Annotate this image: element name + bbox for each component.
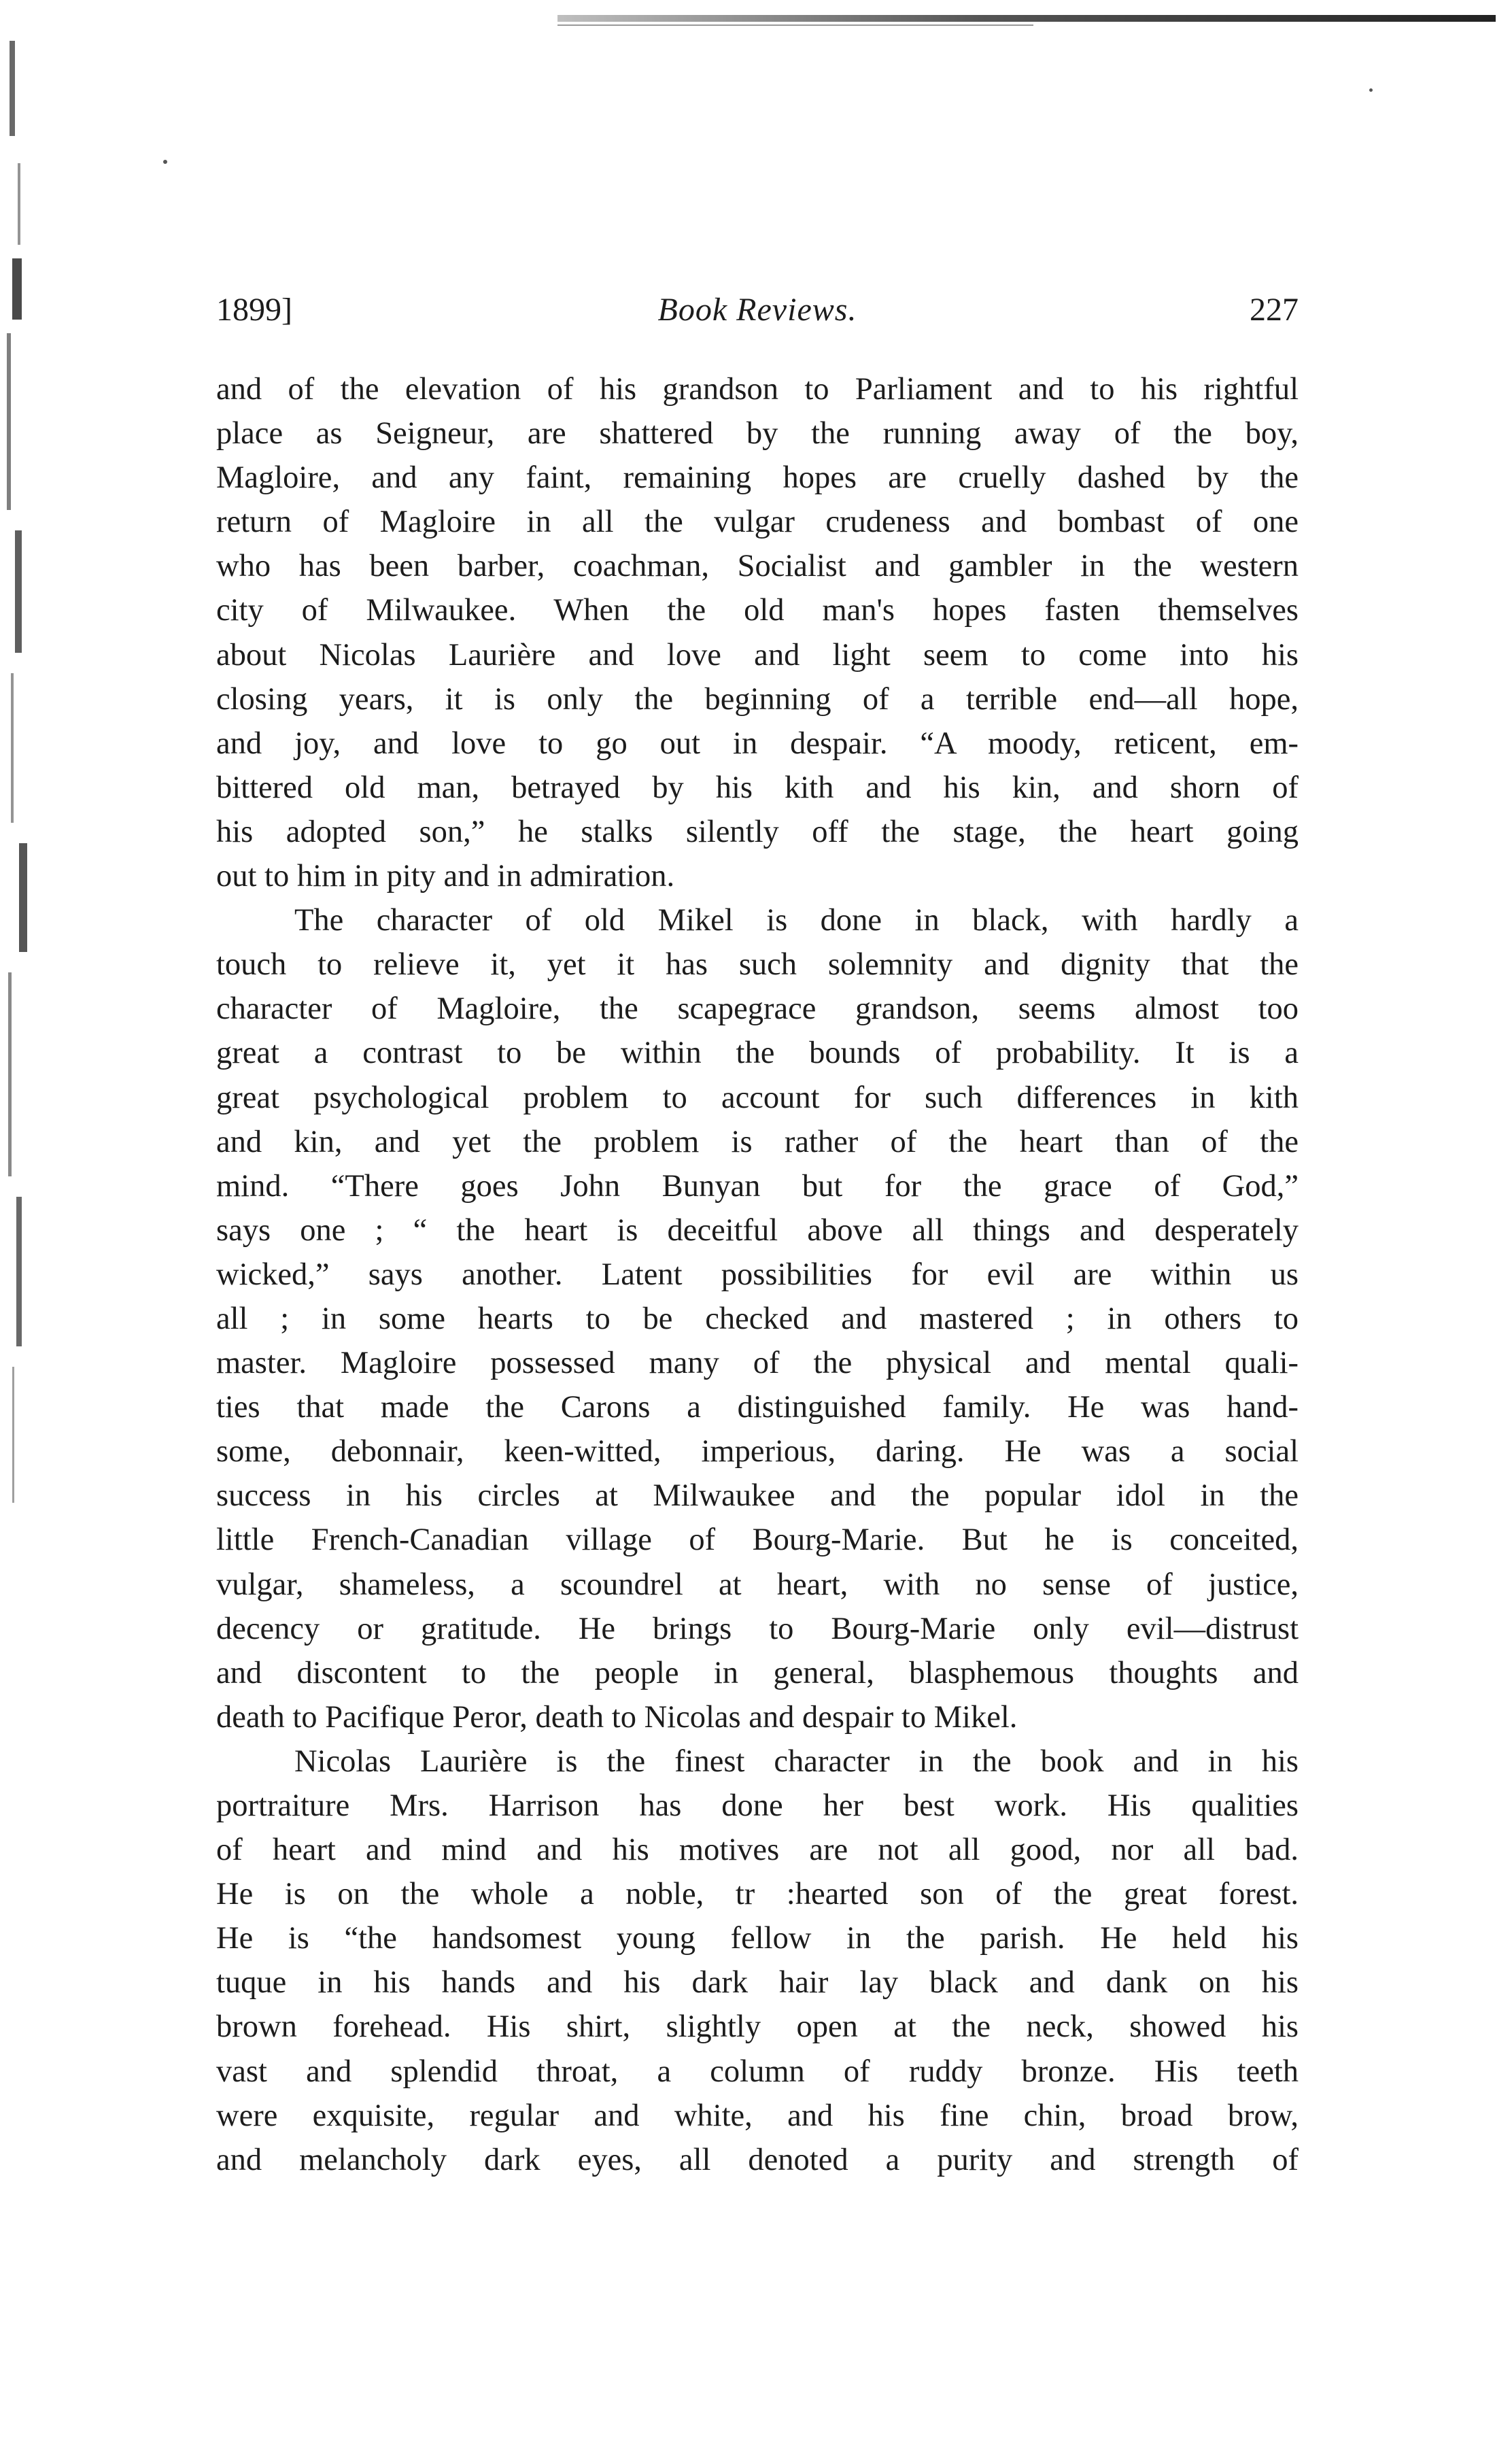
text-line: closing years, it is only the beginning of a terrible end—all hope, (216, 681, 1299, 717)
running-head-title: Book Reviews. (657, 292, 857, 328)
text-line: says one ; “ the heart is deceitful above all things and desperately (216, 1212, 1299, 1248)
text-line: his adopted son,” he stalks silently off the stage, the heart going (216, 814, 1299, 849)
text-line: wicked,” says another. Latent possibilities for evil are within us (216, 1257, 1299, 1292)
paragraph (216, 1739, 1299, 2182)
text-line: who has been barber, coachman, Socialist and gambler in the western (216, 549, 1299, 584)
text-line: touch to relieve it, yet it has such solemnity and dignity that the (216, 947, 1299, 983)
page-number: 227 (1250, 292, 1299, 328)
text-line: The character of old Mikel is done in black, with hardly a (294, 903, 1299, 938)
text-line: He is “the handsomest young fellow in the parish. He held his (216, 1921, 1299, 1956)
ink-speck (1369, 88, 1373, 92)
text-line: He is on the whole a noble, tr :hearted son of the great forest. (216, 1877, 1299, 1912)
text-line: place as Seigneur, are shattered by the running away of the boy, (216, 416, 1299, 452)
text-line: brown forehead. His shirt, slightly open at the neck, showed his (216, 2009, 1299, 2045)
text-line: return of Magloire in all the vulgar crudeness and bombast of one (216, 505, 1299, 540)
text-line: character of Magloire, the scapegrace grandson, seems almost too (216, 991, 1299, 1027)
text-line: and melancholy dark eyes, all denoted a purity and strength of (216, 2142, 1299, 2177)
paragraph (216, 367, 1299, 898)
text-line: and joy, and love to go out in despair. “A moody, reticent, em- (216, 726, 1299, 761)
body-text (216, 367, 1299, 2182)
text-line: and kin, and yet the problem is rather of the heart than of the (216, 1124, 1299, 1159)
text-line: master. Magloire possessed many of the physical and mental quali- (216, 1346, 1299, 1381)
text-line: vast and splendid throat, a column of ruddy bronze. His teeth (216, 2054, 1299, 2089)
text-line: Nicolas Laurière is the finest character in the book and in his (294, 1743, 1299, 1779)
text-line: and of the elevation of his grandson to Parliament and to his rightful (216, 372, 1299, 407)
text-line: vulgar, shameless, a scoundrel at heart, with no sense of justice, (216, 1567, 1299, 1602)
text-line: success in his circles at Milwaukee and the popular idol in the (216, 1478, 1299, 1514)
text-line: tuque in his hands and his dark hair lay black and dank on his (216, 1965, 1299, 2001)
text-line: death to Pacifique Peror, death to Nicolas and despair to Mikel. (216, 1699, 1018, 1735)
text-line: mind. “There goes John Bunyan but for the grace of God,” (216, 1168, 1299, 1204)
text-line: Magloire, and any faint, remaining hopes are cruelly dashed by the (216, 460, 1299, 496)
text-line: great a contrast to be within the bounds of probability. It is a (216, 1036, 1299, 1071)
text-line: were exquisite, regular and white, and his fine chin, broad brow, (216, 2098, 1299, 2133)
top-rule-thin (557, 24, 1033, 26)
text-line: of heart and mind and his motives are not all good, nor all bad. (216, 1833, 1299, 1868)
paragraph (216, 898, 1299, 1739)
text-line: all ; in some hearts to be checked and mastered ; in others to (216, 1301, 1299, 1336)
text-line: great psychological problem to account for such differences in kith (216, 1080, 1299, 1115)
running-head (216, 291, 1299, 339)
running-head-year: 1899] (216, 292, 292, 328)
text-line: some, debonnair, keen-witted, imperious, daring. He was a social (216, 1434, 1299, 1469)
text-line: out to him in pity and in admiration. (216, 859, 675, 894)
text-line: little French-Canadian village of Bourg-Marie. But he is conceited, (216, 1522, 1299, 1558)
top-rule (557, 15, 1496, 22)
text-line: about Nicolas Laurière and love and light seem to come into his (216, 637, 1299, 673)
ink-speck (163, 160, 167, 164)
text-line: and discontent to the people in general, blasphemous thoughts and (216, 1655, 1299, 1690)
text-line: portraiture Mrs. Harrison has done her best work. His qualities (216, 1788, 1299, 1823)
text-line: decency or gratitude. He brings to Bourg-Marie only evil—distrust (216, 1611, 1299, 1646)
text-line: bittered old man, betrayed by his kith and his kin, and shorn of (216, 770, 1299, 805)
text-line: city of Milwaukee. When the old man's hopes fasten themselves (216, 593, 1299, 628)
binding-gutter (0, 41, 48, 1537)
text-line: ties that made the Carons a distinguished family. He was hand- (216, 1390, 1299, 1425)
